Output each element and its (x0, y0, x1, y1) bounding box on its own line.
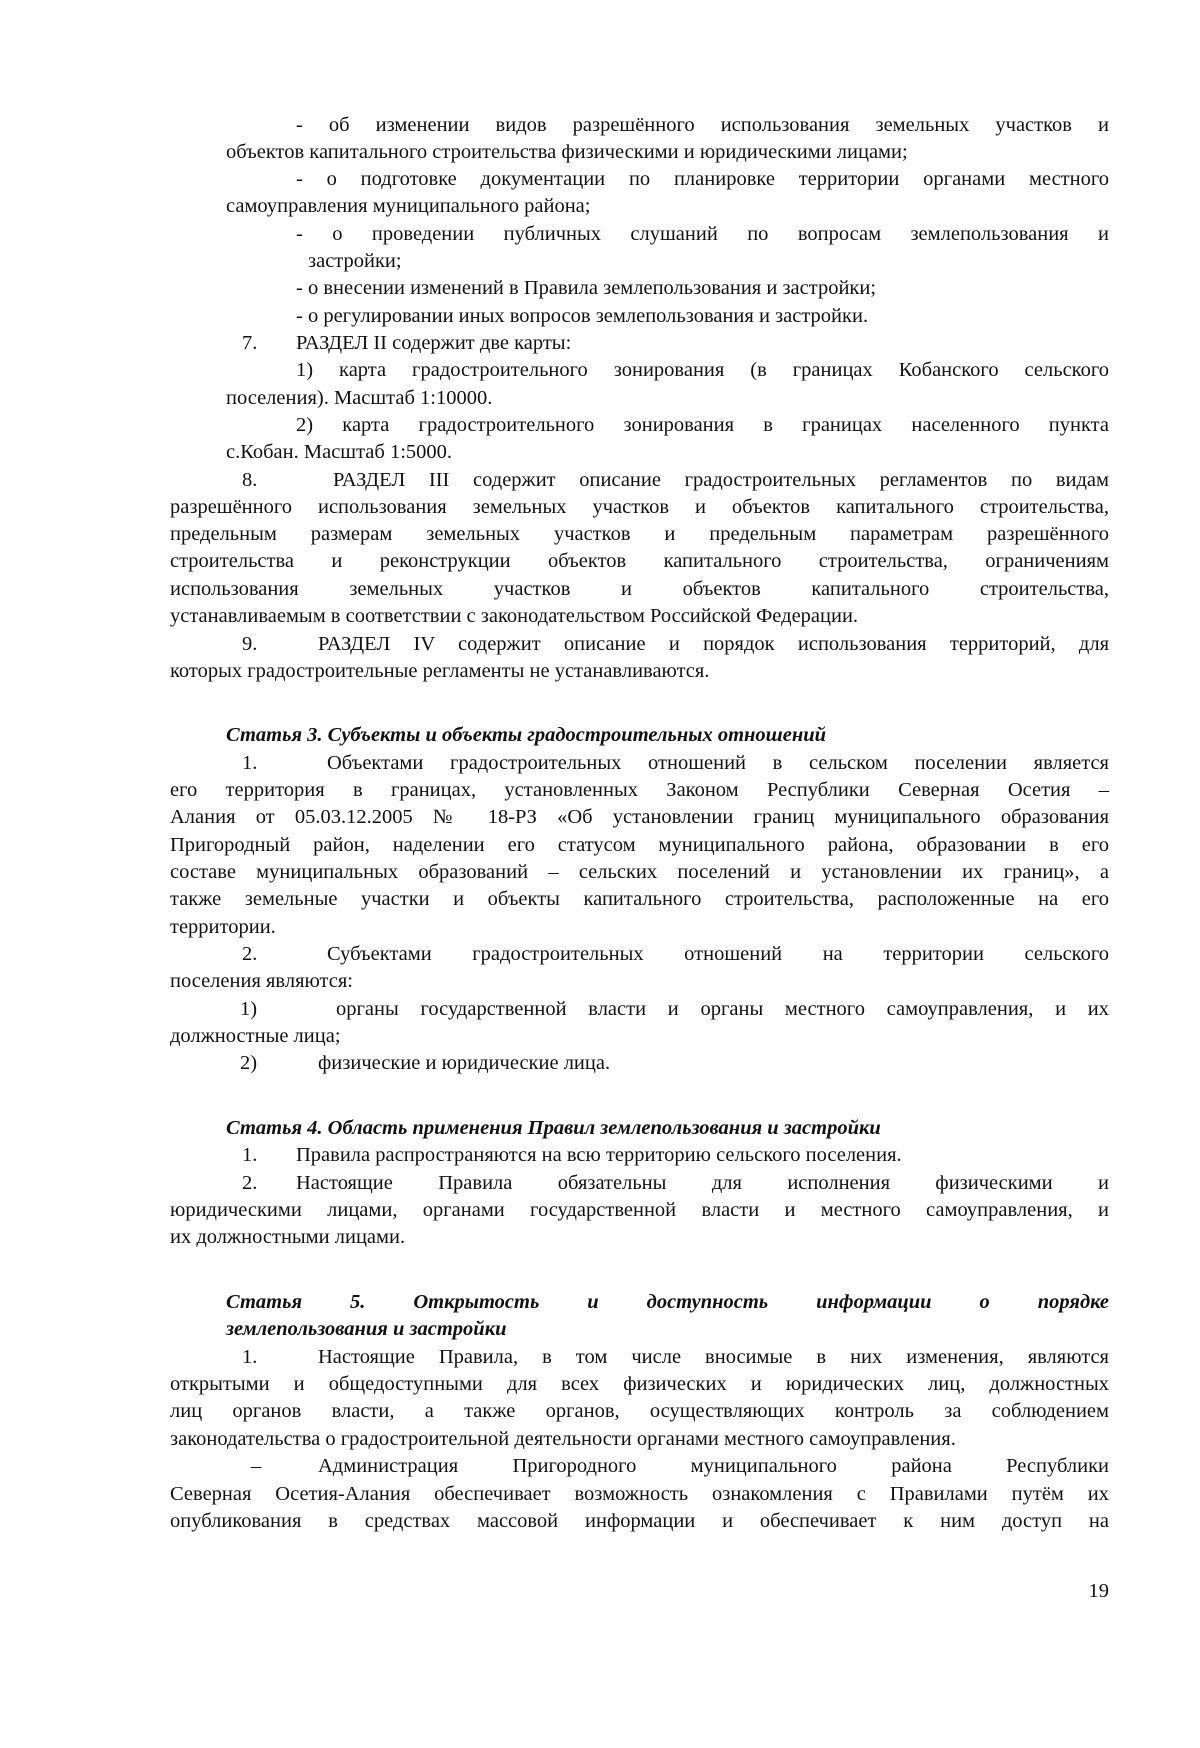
paragraph-line: его территория в границах, установленных Законом Республики Северная Осетия – (170, 779, 1109, 801)
paragraph-text: РАЗДЕЛ II содержит две карты: (296, 332, 572, 354)
list-item-line: - о подготовке документации по планировке территории органами местного (296, 168, 1109, 190)
paragraph-line: Настоящие Правила обязательны для исполнения физическими и (296, 1172, 1109, 1194)
list-item-line: - о проведении публичных слушаний по вопросам землепользования и (296, 223, 1109, 245)
paragraph-line: Северная Осетия-Алания обеспечивает возможность ознакомления с Правилами путём их (170, 1483, 1109, 1505)
paragraph-number: 1. (242, 1346, 258, 1368)
paragraph-line: Пригородный район, наделении его статусом муниципального района, образовании в его (170, 834, 1109, 856)
paragraph-line: их должностными лицами. (170, 1226, 406, 1248)
paragraph-number: 2. (242, 1172, 258, 1194)
paragraph-line: предельным размерам земельных участков и предельным параметрам разрешённого (170, 523, 1109, 545)
paragraph-line: опубликования в средствах массовой информации и обеспечивает к ним доступ на (170, 1510, 1109, 1532)
paragraph-line: Объектами градостроительных отношений в сельском поселении является (327, 752, 1109, 774)
paragraph-line: РАЗДЕЛ III содержит описание градостроительных регламентов по видам (333, 469, 1109, 491)
paragraph-line: лиц органов власти, а также органов, осуществляющих контроль за соблюдением (170, 1400, 1109, 1422)
list-item-line: объектов капитального строительства физическими и юридическими лицами; (226, 141, 908, 163)
paragraph-number: 1. (242, 1144, 258, 1166)
article-heading: Статья 3. Субъекты и объекты градостроительных отношений (226, 724, 827, 746)
paragraph-line: устанавливаемым в соответствии с законодательством Российской Федерации. (170, 605, 859, 627)
paragraph-line: также земельные участки и объекты капитального строительства, расположенные на его (170, 888, 1109, 910)
article-heading: Статья 5. Открытость и доступность информации о порядке (226, 1291, 1109, 1313)
paragraph-line: составе муниципальных образований – сельских поселений и установлении их границ», а (170, 861, 1109, 883)
subitem-line: 2) карта градостроительного зонирования в границах населенного пункта (296, 414, 1109, 436)
subitem-line: 1) карта градостроительного зонирования (в границах Кобанского сельского (296, 359, 1109, 381)
paragraph-number: 8. (242, 469, 258, 491)
page-number: 19 (1088, 1580, 1109, 1602)
subitem-number: 1) (240, 998, 258, 1020)
paragraph-line: строительства и реконструкции объектов капитального строительства, ограничениям (170, 550, 1109, 572)
article-heading: землепользования и застройки (226, 1318, 507, 1340)
list-item-line: - о регулировании иных вопросов землепользования и застройки. (296, 305, 869, 327)
paragraph-line: Алания от 05.03.12.2005 № 18-РЗ «Об установлении границ муниципального образования (170, 806, 1109, 828)
paragraph-dash: – (251, 1455, 262, 1477)
list-item-line: застройки; (308, 250, 402, 272)
paragraph-line: которых градостроительные регламенты не устанавливаются. (170, 660, 710, 682)
paragraph-number: 1. (242, 752, 258, 774)
paragraph-line: Субъектами градостроительных отношений на территории сельского (327, 943, 1109, 965)
paragraph-line: юридическими лицами, органами государственной власти и местного самоуправления, и (170, 1199, 1109, 1221)
paragraph-line: поселения являются: (170, 970, 353, 992)
list-item-line: - о внесении изменений в Правила землепользования и застройки; (296, 277, 877, 299)
paragraph-line: использования земельных участков и объектов капитального строительства, (170, 578, 1109, 600)
paragraph-line: Администрация Пригородного муниципального района Республики (318, 1455, 1109, 1477)
paragraph-line: РАЗДЕЛ IV содержит описание и порядок использования территорий, для (318, 633, 1109, 655)
paragraph-number: 9. (242, 633, 258, 655)
subitem-line: физические и юридические лица. (318, 1052, 611, 1074)
subitem-number: 2) (240, 1052, 258, 1074)
paragraph-line: открытыми и общедоступными для всех физических и юридических лиц, должностных (170, 1373, 1109, 1395)
paragraph-line: разрешённого использования земельных участков и объектов капитального строительства, (170, 496, 1109, 518)
paragraph-number: 7. (242, 332, 258, 354)
paragraph-line: территории. (170, 916, 276, 938)
paragraph-number: 2. (242, 943, 258, 965)
paragraph-line: Правила распространяются на всю территорию сельского поселения. (296, 1144, 902, 1166)
paragraph-line: Настоящие Правила, в том числе вносимые в них изменения, являются (318, 1346, 1109, 1368)
paragraph-line: законодательства о градостроительной деятельности органами местного самоуправления. (170, 1428, 956, 1450)
subitem-line: должностные лица; (170, 1025, 341, 1047)
subitem-line: органы государственной власти и органы местного самоуправления, и их (336, 998, 1109, 1020)
subitem-line: поселения). Масштаб 1:10000. (226, 387, 493, 409)
list-item-line: - об изменении видов разрешённого использования земельных участков и (296, 114, 1109, 136)
subitem-line: с.Кобан. Масштаб 1:5000. (226, 441, 453, 463)
article-heading: Статья 4. Область применения Правил землепользования и застройки (226, 1117, 881, 1139)
list-item-line: самоуправления муниципального района; (226, 195, 591, 217)
